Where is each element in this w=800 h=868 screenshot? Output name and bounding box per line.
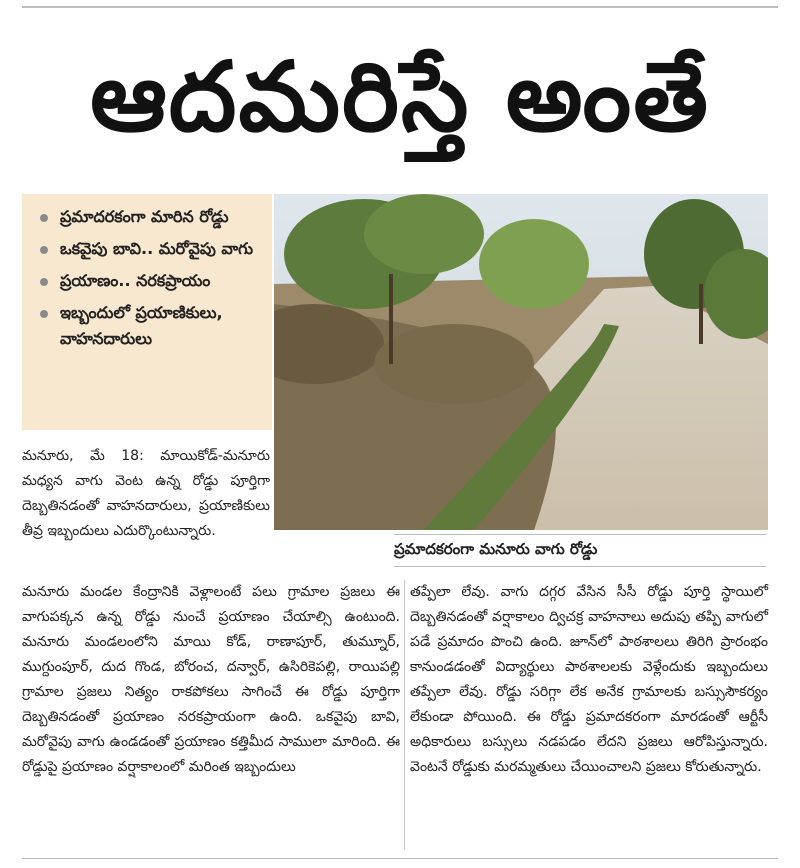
highlight-text: ఒకవైపు బావి.. మరోవైపు వాగు bbox=[60, 239, 254, 258]
highlight-item bbox=[34, 236, 262, 262]
highlight-item bbox=[34, 300, 262, 352]
highlight-text: ప్రమాదరకంగా మారిన రోడ్డు bbox=[60, 207, 229, 226]
caption-top-rule bbox=[394, 534, 766, 535]
news-photo bbox=[274, 194, 768, 530]
bullet-icon bbox=[40, 214, 48, 222]
caption-bottom-rule bbox=[394, 566, 766, 567]
highlight-text: ప్రయాణం.. నరకప్రాయం bbox=[60, 271, 211, 290]
headline: ఆదమరిస్తే అంతే bbox=[90, 41, 710, 153]
bullet-icon bbox=[40, 278, 48, 286]
highlight-item bbox=[34, 268, 262, 294]
bullet-icon bbox=[40, 246, 48, 254]
highlights-box bbox=[22, 194, 272, 430]
article-column-1: మనూరు మండల కేంద్రానికి వెళ్లాలంటే పలు గ్రామాల ప్రజలు ఈ వాగుపక్కన ఉన్న రోడ్డు నుంచే ప్రయాణం చేయాల్సి ఉంటుంది. మనూరు మండలంలోని మాయి కోడ్, రాణాపూర్, తుమ్నూర్, ముగ్దుంపూర్, దుద గొండ, బోరంచ, దన్వార్, ఉసిరికెపల్లి, రాయిపల్లి గ్రామాల ప్రజలు నిత్యం రాకపోకలు సాగించే ఈ రోడ్డు పూర్తిగా దెబ్బతినడంతో ప్రయాణం నరకప్రాయంగా ఉంది. ఒకవైపు బావి, మరోవైపు వాగు ఉండడంతో ప్రయాణం కత్తిమీద సాములా మారింది. ఈ రోడ్డుపై ప్రయాణం వర్షాకాలంలో మరింత ఇబ్బందులు bbox=[22, 584, 400, 775]
road-photo-illustration bbox=[274, 194, 768, 530]
article-column-2: తప్పేలా లేవు. వాగు దగ్గర వేసిన సీసీ రోడ్డు పూర్తి స్థాయిలో దెబ్బతినడంతో వర్షాకాలం ద్విచక్ర వాహనాలు అదుపు తప్పి వాగులో పడే ప్రమాదం పొంచి ఉంది. జూన్‌లో పాఠశాలలు తిరిగి ప్రారంభం కానుండడంతో విద్యార్థులు పాఠశాలలకు వెళ్లేందుకు ఇబ్బందులు తప్పేలా లేవు. రోడ్డు సరిగ్గా లేక అనేక గ్రామాలకు బస్సుసౌకర్యం లేకుండా పోయింది. ఈ రోడ్డు ప్రమాదకరంగా మారడంతో ఆర్టీసీ అధికారులు బస్సులు నడపడం లేదని ప్రజలు ఆరోపిస్తున్నారు. వెంటనే రోడ్డుకు మరమ్మతులు చేయించాలని ప్రజలు కోరుతున్నారు. bbox=[410, 584, 768, 775]
photo-caption: ప్రమాదకరంగా మనూరు వాగు రోడ్డు bbox=[394, 540, 598, 558]
highlight-item bbox=[34, 204, 262, 230]
top-rule bbox=[22, 6, 778, 8]
column-divider bbox=[404, 580, 405, 850]
article-intro: మనూరు, మే 18: మాయికోడ్-మనూరు మధ్యన వాగు వెంట ఉన్న రోడ్డు పూర్తిగా దెబ్బతినడంతో వాహనదారులు, ప్రయాణికులు తీవ్ర ఇబ్బందులు ఎదుర్కొంటున్నారు. bbox=[22, 448, 270, 539]
bullet-icon bbox=[40, 310, 48, 318]
highlight-text: ఇబ్బందులో ప్రయాణికులు, వాహనదారులు bbox=[60, 303, 223, 348]
bottom-rule bbox=[22, 858, 778, 859]
